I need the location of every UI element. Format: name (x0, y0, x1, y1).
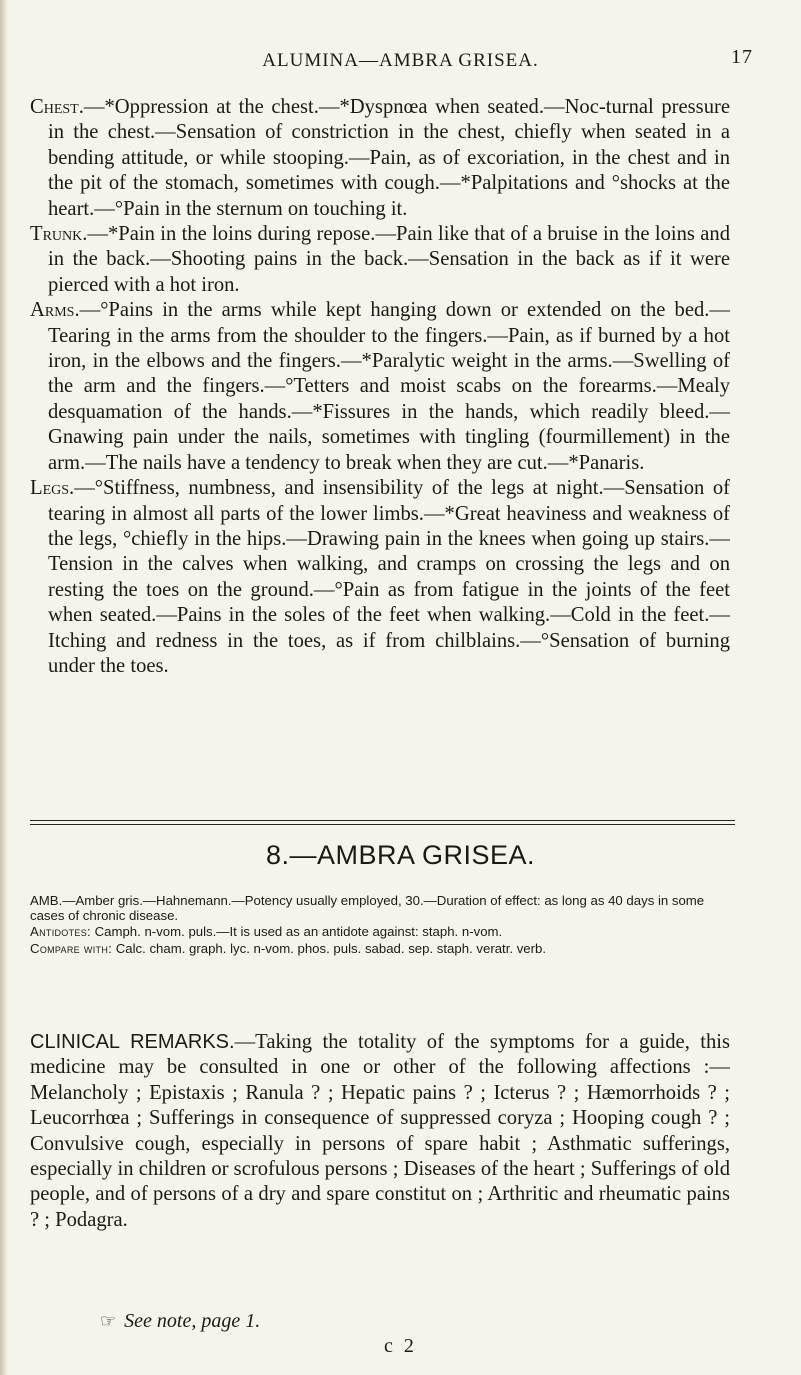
running-head (0, 46, 801, 72)
section-divider-bottom (30, 824, 735, 825)
binding-shadow (0, 0, 8, 1375)
remedy-metadata (30, 893, 735, 957)
symptom-heading: Arms. (30, 299, 80, 322)
metadata-text: Calc. cham. graph. lyc. n-vom. phos. puls. sabad. sep. staph. veratr. verb. (112, 940, 547, 956)
signature-mark: c 2 (384, 1335, 417, 1357)
symptom-paragraph-trunk (30, 222, 730, 298)
metadata-label: Compare with: (30, 940, 113, 956)
metadata-label: Antidotes: (30, 924, 91, 940)
see-note (100, 1310, 260, 1333)
metadata-line (30, 924, 735, 939)
symptom-heading: Legs. (30, 477, 75, 500)
page-number: 17 (731, 46, 753, 68)
metadata-line (30, 941, 735, 956)
symptom-heading: Trunk. (30, 223, 88, 246)
section-title: 8.—AMBRA GRISEA. (265, 840, 536, 870)
symptom-heading: Chest. (30, 96, 84, 118)
symptom-text: —°Stiffness, numbness, and insensibility of the legs at night.—Sensation of tearing in almost all parts of the lower limbs.—*Great heaviness and weakness of the legs, °chiefly in the hips.—Drawing pain in the knees when going up stairs.—Tension in the calves when walking, and cramps on crossing the legs and on resting the toes on the ground.—°Pain as from fatigue in the joints of the feet when seated.—Pains in the soles of the feet when walking.—Cold in the feet.—Itching and redness in the toes, as if from chilblains.—°Sensation of burning under the toes. (48, 477, 730, 677)
metadata-text: Camph. n-vom. puls.—It is used as an antidote against: staph. n-vom. (90, 924, 503, 940)
pointing-hand-icon: ☞ (100, 1311, 117, 1331)
clinical-remarks-heading: CLINICAL REMARKS. (30, 1031, 235, 1053)
section-divider-top (30, 820, 735, 821)
symptom-text: —*Oppression at the chest.—*Dyspnœa when seated.—Noc-turnal pressure in the chest.—Sensation of constriction in the chest, chiefly when seated in a bending attitude, or while stooping.—Pain, as of excoriation, in the chest and in the pit of the stomach, sometimes with cough.—*Palpitations and °shocks at the heart.—°Pain in the sternum on touching it. (48, 96, 730, 220)
see-note-text: See note, page 1. (124, 1310, 261, 1332)
symptom-list (30, 95, 730, 679)
symptom-paragraph-chest (30, 95, 730, 222)
running-head-title: ALUMINA—AMBRA GRISEA. (262, 50, 539, 71)
metadata-text: —Amber gris.—Hahnemann.—Potency usually employed, 30.—Duration of effect: as long as 40 days in some cases of chronic disease. (30, 893, 705, 924)
symptom-text: —*Pain in the loins during repose.—Pain like that of a bruise in the loins and in the back.—Shooting pains in the back.—Sensation in the back as if it were pierced with a hot iron. (48, 223, 730, 296)
symptom-paragraph-legs (30, 476, 730, 679)
clinical-remarks-text: —Taking the totality of the symptoms for a guide, this medicine may be consulted in one or other of the following affections :—Melancholy ; Epistaxis ; Ranula ? ; Hepatic pains ? ; Icterus ? ; Hæmorrhoids ? ; Leucorrhœa ; Sufferings in consequence of suppressed coryza ; Hooping cough ? ; Convulsive cough, especially in persons of spare habit ; Asthmatic sufferings, especially in children or scrofulous persons ; Diseases of the heart ; Sufferings of old people, and of persons of a dry and spare constitut on ; Arthritic and rheumatic pains ? ; Podagra. (30, 1031, 731, 1231)
metadata-label: AMB. (30, 893, 63, 908)
clinical-remarks (30, 1030, 730, 1233)
symptom-text: —°Pains in the arms while kept hanging down or extended on the bed.—Tearing in the arms from the shoulder to the fingers.—Pain, as if burned by a hot iron, in the elbows and the fingers.—*Paralytic weight in the arms.—Swelling of the arm and the fingers.—°Tetters and moist scabs on the forearms.—Mealy desquamation of the hands.—*Fissures in the hands, which readily bleed.—Gnawing pain under the nails, sometimes with tingling (fourmillement) in the arm.—The nails have a tendency to break when they are cut.—*Panaris. (48, 299, 730, 474)
symptom-paragraph-arms (30, 298, 730, 476)
metadata-line (30, 893, 735, 923)
